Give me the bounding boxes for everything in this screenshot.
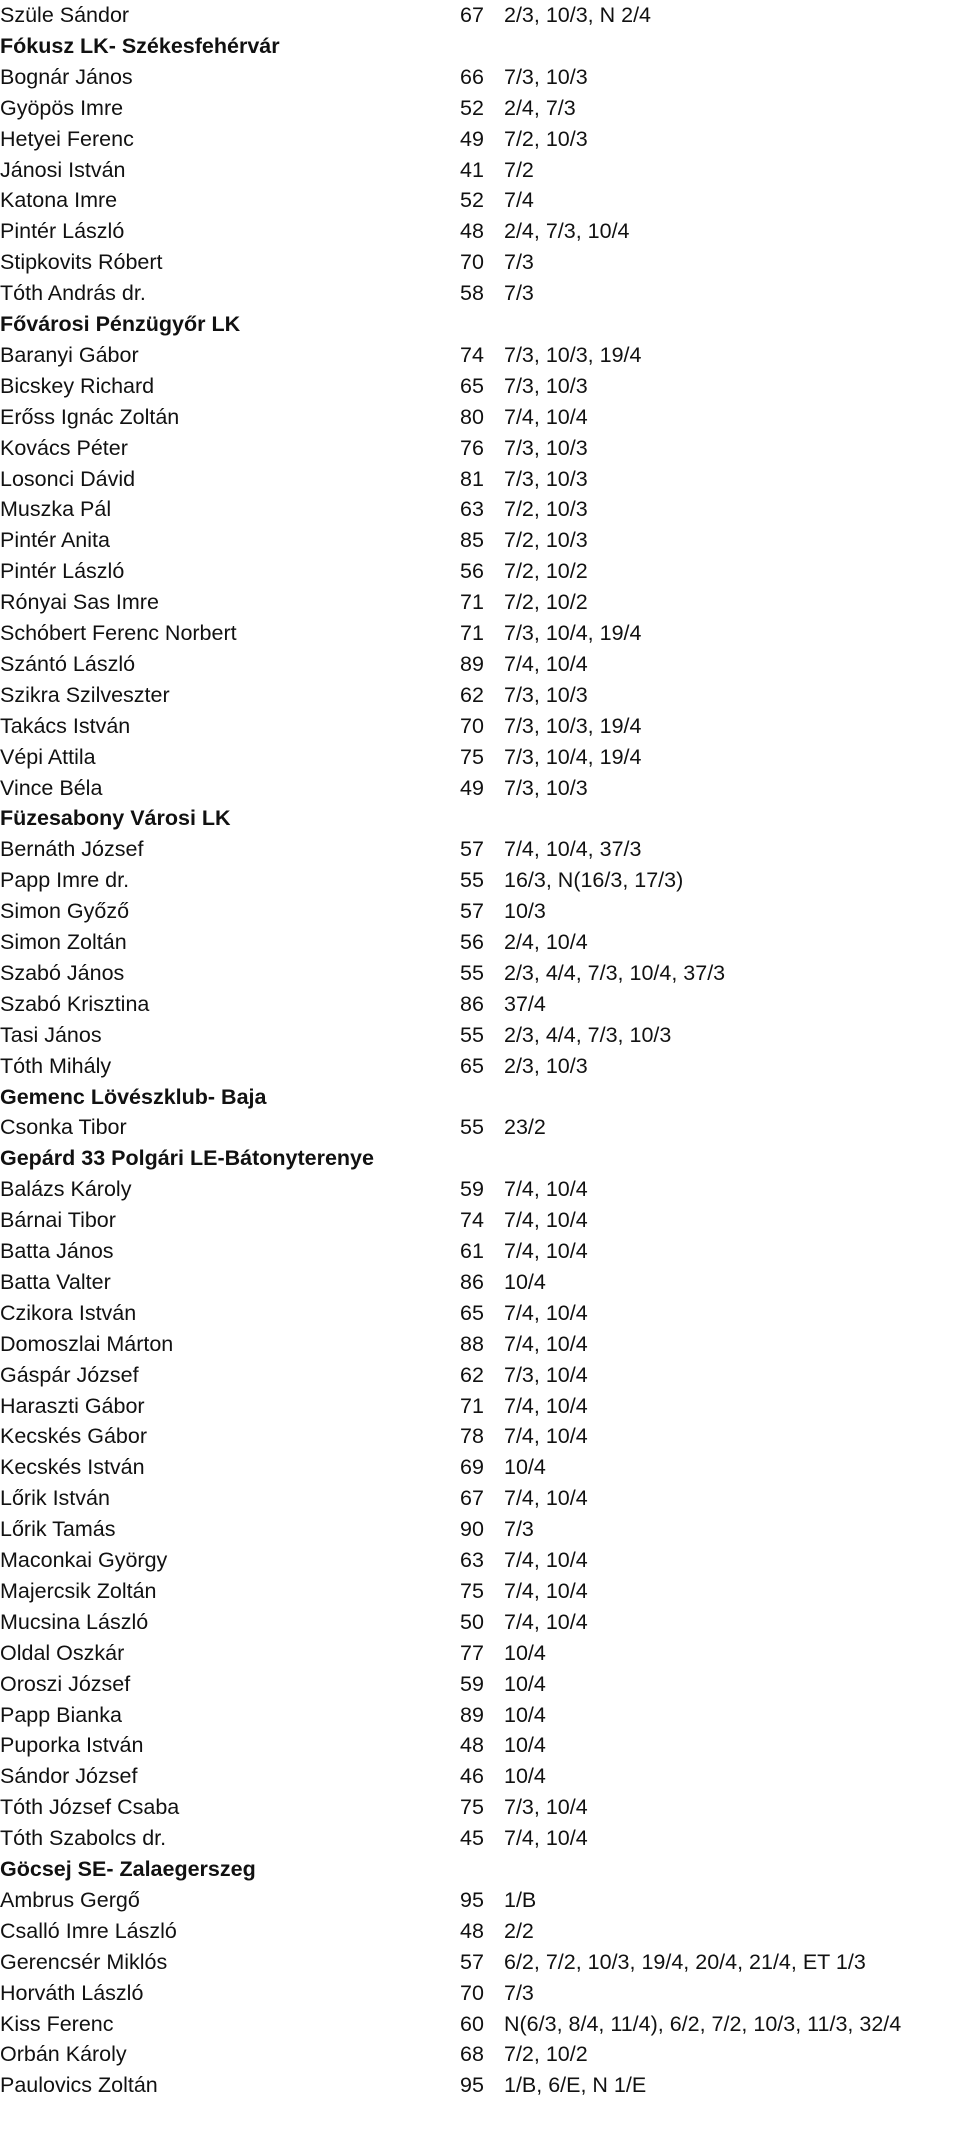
- competitor-name: Haraszti Gábor: [0, 1393, 145, 1418]
- table-row: [0, 927, 960, 957]
- competitor-events: 2/2: [504, 1918, 534, 1943]
- table-row: [0, 1885, 960, 1915]
- table-row: [0, 1978, 960, 2008]
- table-row: [0, 1823, 960, 1853]
- competitor-name: Bognár János: [0, 64, 133, 89]
- table-row: [0, 1391, 960, 1421]
- competitor-name: Pintér Anita: [0, 528, 110, 553]
- competitor-events: 7/3, 10/3, 19/4: [504, 342, 642, 367]
- competitor-events: 7/3, 10/3: [504, 435, 588, 460]
- competitor-age: 74: [460, 342, 484, 367]
- table-row: [0, 1514, 960, 1544]
- table-row: [0, 649, 960, 679]
- competitor-name: Majercsik Zoltán: [0, 1578, 157, 1603]
- competitor-events: 7/3, 10/4: [504, 1362, 588, 1387]
- competitor-name: Lőrik István: [0, 1486, 110, 1511]
- table-row: [0, 340, 960, 370]
- competitor-events: 7/2, 10/3: [504, 528, 588, 553]
- table-row: [0, 680, 960, 710]
- competitor-events: 7/2, 10/3: [504, 497, 588, 522]
- competitor-age: 55: [460, 960, 484, 985]
- competitor-age: 65: [460, 373, 484, 398]
- competitor-name: Kecskés István: [0, 1455, 145, 1480]
- table-row: [0, 62, 960, 92]
- table-row: [0, 433, 960, 463]
- competitor-events: 7/4, 10/4: [504, 1578, 588, 1603]
- competitor-name: Takács István: [0, 713, 131, 738]
- competitor-age: 70: [460, 713, 484, 738]
- competitor-name: Muszka Pál: [0, 497, 112, 522]
- table-row: [0, 1761, 960, 1791]
- competitor-age: 62: [460, 682, 484, 707]
- competitor-events: 7/3: [504, 1517, 534, 1542]
- competitor-age: 59: [460, 1177, 484, 1202]
- competitor-events: 7/2, 10/3: [504, 126, 588, 151]
- table-row: [0, 1638, 960, 1668]
- competitor-events: 2/4, 7/3, 10/4: [504, 219, 630, 244]
- table-row: [0, 1112, 960, 1142]
- competitor-age: 75: [460, 744, 484, 769]
- competitor-name: Oroszi József: [0, 1671, 131, 1696]
- competitor-name: Csalló Imre László: [0, 1918, 177, 1943]
- table-row: [0, 711, 960, 741]
- competitor-events: 10/4: [504, 1733, 546, 1758]
- table-row: [0, 1947, 960, 1977]
- competitor-age: 48: [460, 1918, 484, 1943]
- competitor-name: Szántó László: [0, 651, 136, 676]
- competitor-name: Tasi János: [0, 1022, 102, 1047]
- competitor-name: Gyöpös Imre: [0, 95, 124, 120]
- competitor-name: Kecskés Gábor: [0, 1424, 147, 1449]
- competitor-age: 86: [460, 991, 484, 1016]
- competitor-name: Orbán Károly: [0, 2042, 127, 2067]
- competitor-events: 7/2, 10/2: [504, 590, 588, 615]
- competitor-events: 2/3, 4/4, 7/3, 10/3: [504, 1022, 672, 1047]
- competitor-events: 7/4, 10/4: [504, 404, 588, 429]
- competitor-name: Oldal Oszkár: [0, 1640, 125, 1665]
- competitor-name: Kovács Péter: [0, 435, 128, 460]
- competitor-age: 86: [460, 1269, 484, 1294]
- competitor-age: 57: [460, 899, 484, 924]
- competitor-age: 57: [460, 1949, 484, 1974]
- table-row: [0, 494, 960, 524]
- competitor-age: 65: [460, 1053, 484, 1078]
- competitor-name: Szabó Krisztina: [0, 991, 150, 1016]
- competitor-name: Csonka Tibor: [0, 1115, 127, 1140]
- competitor-events: 7/2: [504, 157, 534, 182]
- competitor-age: 76: [460, 435, 484, 460]
- competitor-events: 7/4, 10/4: [504, 1208, 588, 1233]
- competitor-events: 7/4, 10/4, 37/3: [504, 837, 642, 862]
- competitor-events: 7/4, 10/4: [504, 1331, 588, 1356]
- competitor-age: 59: [460, 1671, 484, 1696]
- competitor-events: 7/4, 10/4: [504, 1393, 588, 1418]
- competitor-age: 55: [460, 1022, 484, 1047]
- table-row: [0, 402, 960, 432]
- competitor-name: Bicskey Richard: [0, 373, 155, 398]
- table-row: [0, 865, 960, 895]
- table-row: [0, 0, 960, 30]
- competitor-name: Tóth András dr.: [0, 281, 146, 306]
- competitor-events: 7/2, 10/2: [504, 559, 588, 584]
- competitor-events: 1/B, 6/E, N 1/E: [504, 2073, 647, 2098]
- table-row: [0, 278, 960, 308]
- table-row: [0, 834, 960, 864]
- competitor-events: 7/3, 10/4: [504, 1795, 588, 1820]
- competitor-events: 2/3, 10/3: [504, 1053, 588, 1078]
- competitor-age: 49: [460, 775, 484, 800]
- competitor-events: 7/4, 10/4: [504, 1609, 588, 1634]
- competitor-events: 7/3, 10/3: [504, 775, 588, 800]
- table-row: [0, 247, 960, 277]
- club-heading: [0, 1082, 960, 1112]
- competitor-name: Hetyei Ferenc: [0, 126, 134, 151]
- competitor-events: 2/4, 10/4: [504, 930, 588, 954]
- table-row: [0, 1236, 960, 1266]
- competitor-name: Vince Béla: [0, 775, 103, 800]
- competitor-name: Simon Zoltán: [0, 930, 127, 954]
- table-row: [0, 464, 960, 494]
- table-row: [0, 618, 960, 648]
- competitor-age: 52: [460, 95, 484, 120]
- competitor-events: 2/3, 10/3, N 2/4: [504, 3, 652, 27]
- competitor-name: Schóbert Ferenc Norbert: [0, 621, 237, 645]
- competitor-name: Rónyai Sas Imre: [0, 590, 159, 615]
- competitor-age: 85: [460, 528, 484, 553]
- competitor-age: 77: [460, 1640, 484, 1665]
- competitor-events: 7/3, 10/3: [504, 373, 588, 398]
- competitor-age: 48: [460, 1733, 484, 1758]
- competitor-age: 75: [460, 1578, 484, 1603]
- competitor-name: Lőrik Tamás: [0, 1517, 116, 1542]
- table-row: [0, 1051, 960, 1081]
- competitor-name: Papp Imre dr.: [0, 868, 130, 893]
- competitor-age: 95: [460, 1887, 484, 1912]
- competitor-name: Vépi Attila: [0, 744, 96, 769]
- competitor-events: 7/3, 10/4, 19/4: [504, 744, 642, 769]
- competitor-name: Bárnai Tibor: [0, 1208, 116, 1233]
- competitor-events: 7/3, 10/3: [504, 466, 588, 491]
- competitor-events: 7/3, 10/4, 19/4: [504, 621, 642, 645]
- competitor-events: 6/2, 7/2, 10/3, 19/4, 20/4, 21/4, ET 1/3: [504, 1949, 866, 1974]
- table-row: [0, 2070, 960, 2100]
- competitor-name: Ambrus Gergő: [0, 1887, 140, 1912]
- club-name: Füzesabony Városi LK: [0, 806, 231, 831]
- table-row: [0, 1792, 960, 1822]
- club-name: Gepárd 33 Polgári LE-Bátonyterenye: [0, 1146, 374, 1171]
- competitor-events: 23/2: [504, 1115, 546, 1140]
- competitor-name: Pintér László: [0, 559, 125, 584]
- competitor-age: 46: [460, 1764, 484, 1789]
- table-row: [0, 587, 960, 617]
- table-row: [0, 1669, 960, 1699]
- competitor-events: 10/4: [504, 1269, 546, 1294]
- competitor-age: 58: [460, 281, 484, 306]
- competitor-age: 90: [460, 1517, 484, 1542]
- competitor-age: 45: [460, 1826, 484, 1851]
- competitor-events: 7/4, 10/4: [504, 1424, 588, 1449]
- competitor-name: Batta Valter: [0, 1269, 111, 1294]
- competitor-name: Jánosi István: [0, 157, 126, 182]
- competitor-name: Losonci Dávid: [0, 466, 136, 491]
- competitor-name: Maconkai György: [0, 1548, 168, 1572]
- competitor-age: 80: [460, 404, 484, 429]
- competitor-age: 55: [460, 868, 484, 893]
- competitor-name: Sándor József: [0, 1764, 138, 1789]
- competitor-events: 7/4, 10/4: [504, 1177, 588, 1202]
- competitor-age: 71: [460, 590, 484, 615]
- competitor-name: Horváth László: [0, 1980, 144, 2005]
- table-row: [0, 1730, 960, 1760]
- table-row: [0, 556, 960, 586]
- table-row: [0, 1483, 960, 1513]
- table-row: [0, 1174, 960, 1204]
- table-row: [0, 155, 960, 185]
- table-row: [0, 1267, 960, 1297]
- competitor-age: 52: [460, 188, 484, 213]
- competitor-events: 7/4, 10/4: [504, 1300, 588, 1325]
- competitor-age: 88: [460, 1331, 484, 1356]
- competitor-events: 1/B: [504, 1887, 537, 1912]
- competitor-name: Puporka István: [0, 1733, 144, 1758]
- club-heading: [0, 803, 960, 833]
- competitor-age: 69: [460, 1455, 484, 1480]
- competitor-name: Pintér László: [0, 219, 125, 244]
- club-heading: [0, 31, 960, 61]
- competitor-name: Tóth Szabolcs dr.: [0, 1826, 167, 1851]
- table-row: [0, 1916, 960, 1946]
- table-row: [0, 1607, 960, 1637]
- competitor-age: 68: [460, 2042, 484, 2067]
- competitor-events: 10/4: [504, 1640, 546, 1665]
- competitor-age: 67: [460, 1486, 484, 1511]
- table-row: [0, 742, 960, 772]
- competitor-age: 95: [460, 2073, 484, 2098]
- table-row: [0, 185, 960, 215]
- competitor-name: Papp Bianka: [0, 1702, 122, 1727]
- competitor-name: Paulovics Zoltán: [0, 2073, 158, 2098]
- competitor-events: 10/4: [504, 1455, 546, 1480]
- table-row: [0, 2009, 960, 2039]
- competitor-name: Katona Imre: [0, 188, 118, 213]
- competitor-name: Gerencsér Miklós: [0, 1949, 168, 1974]
- competitor-age: 70: [460, 1980, 484, 2005]
- competitor-events: 7/3: [504, 250, 534, 275]
- table-row: [0, 1298, 960, 1328]
- competitor-events: 10/4: [504, 1764, 546, 1789]
- table-row: [0, 525, 960, 555]
- competitor-name: Szüle Sándor: [0, 3, 130, 27]
- competitor-age: 63: [460, 497, 484, 522]
- table-row: [0, 1020, 960, 1050]
- competitor-events: N(6/3, 8/4, 11/4), 6/2, 7/2, 10/3, 11/3, 32/4: [504, 2011, 902, 2036]
- competitor-events: 7/4, 10/4: [504, 651, 588, 676]
- competitor-age: 81: [460, 466, 484, 491]
- competitor-age: 56: [460, 559, 484, 584]
- competitor-age: 57: [460, 837, 484, 862]
- club-name: Fővárosi Pénzügyőr LK: [0, 312, 241, 336]
- table-row: [0, 896, 960, 926]
- competitor-name: Gáspár József: [0, 1362, 139, 1387]
- competitor-name: Simon Győző: [0, 899, 130, 924]
- table-row: [0, 989, 960, 1019]
- club-name: Fókusz LK- Székesfehérvár: [0, 33, 280, 58]
- competitor-age: 70: [460, 250, 484, 275]
- competitor-events: 10/4: [504, 1671, 546, 1696]
- competitor-name: Baranyi Gábor: [0, 342, 139, 367]
- competitor-age: 61: [460, 1239, 484, 1263]
- competitor-name: Stipkovits Róbert: [0, 250, 163, 275]
- competitor-events: 7/3, 10/3: [504, 682, 588, 707]
- competitor-age: 71: [460, 621, 484, 645]
- competitor-age: 41: [460, 157, 484, 182]
- competitor-name: Batta János: [0, 1239, 114, 1263]
- competitor-age: 55: [460, 1115, 484, 1140]
- competitor-age: 78: [460, 1424, 484, 1449]
- competitor-name: Erőss Ignác Zoltán: [0, 404, 180, 429]
- competitor-age: 62: [460, 1362, 484, 1387]
- table-row: [0, 371, 960, 401]
- competitor-age: 74: [460, 1208, 484, 1233]
- competitor-events: 37/4: [504, 991, 546, 1016]
- competitor-age: 89: [460, 1702, 484, 1727]
- club-name: Gemenc Lövészklub- Baja: [0, 1084, 267, 1109]
- competitor-events: 7/3: [504, 1980, 534, 2005]
- table-row: [0, 1452, 960, 1482]
- competitor-events: 7/4, 10/4: [504, 1826, 588, 1851]
- competitor-age: 66: [460, 64, 484, 89]
- club-heading: [0, 1854, 960, 1884]
- competitor-name: Czikora István: [0, 1300, 137, 1325]
- competitor-events: 7/4, 10/4: [504, 1239, 588, 1263]
- competitor-events: 2/4, 7/3: [504, 95, 576, 120]
- club-heading: [0, 309, 960, 339]
- competitor-name: Balázs Károly: [0, 1177, 132, 1202]
- competitor-age: 67: [460, 3, 484, 27]
- competitor-age: 60: [460, 2011, 484, 2036]
- competitor-events: 10/4: [504, 1702, 546, 1727]
- competitor-events: 7/2, 10/2: [504, 2042, 588, 2067]
- competitor-events: 7/4, 10/4: [504, 1548, 588, 1572]
- competitor-name: Kiss Ferenc: [0, 2011, 114, 2036]
- table-row: [0, 216, 960, 246]
- competitor-events: 7/3, 10/3, 19/4: [504, 713, 642, 738]
- competitor-age: 63: [460, 1548, 484, 1572]
- competitor-age: 75: [460, 1795, 484, 1820]
- table-row: [0, 1205, 960, 1235]
- competitor-age: 56: [460, 930, 484, 954]
- table-row: [0, 124, 960, 154]
- competitor-events: 7/4: [504, 188, 534, 213]
- competitor-name: Mucsina László: [0, 1609, 149, 1634]
- competitor-events: 2/3, 4/4, 7/3, 10/4, 37/3: [504, 960, 726, 985]
- competitor-name: Tóth Mihály: [0, 1053, 112, 1078]
- table-row: [0, 1545, 960, 1575]
- competitor-events: 10/3: [504, 899, 546, 924]
- table-row: [0, 773, 960, 803]
- competitor-age: 65: [460, 1300, 484, 1325]
- table-row: [0, 1421, 960, 1451]
- competitor-age: 50: [460, 1609, 484, 1634]
- table-row: [0, 1700, 960, 1730]
- competitor-name: Tóth József Csaba: [0, 1795, 180, 1820]
- club-name: Göcsej SE- Zalaegerszeg: [0, 1857, 256, 1881]
- club-heading: [0, 1143, 960, 1173]
- competitor-events: 7/4, 10/4: [504, 1486, 588, 1511]
- table-row: [0, 93, 960, 123]
- competitor-events: 7/3: [504, 281, 534, 306]
- table-row: [0, 1576, 960, 1606]
- table-row: [0, 1360, 960, 1390]
- competitor-events: 7/3, 10/3: [504, 64, 588, 89]
- competitor-name: Bernáth József: [0, 837, 144, 862]
- competitor-name: Szabó János: [0, 960, 125, 985]
- competitor-name: Szikra Szilveszter: [0, 682, 170, 707]
- competitor-age: 48: [460, 219, 484, 244]
- table-row: [0, 2039, 960, 2069]
- competitor-age: 71: [460, 1393, 484, 1418]
- competitor-age: 49: [460, 126, 484, 151]
- competitor-age: 89: [460, 651, 484, 676]
- table-row: [0, 958, 960, 988]
- table-row: [0, 1329, 960, 1359]
- competitor-events: 16/3, N(16/3, 17/3): [504, 868, 684, 893]
- competitor-name: Domoszlai Márton: [0, 1331, 174, 1356]
